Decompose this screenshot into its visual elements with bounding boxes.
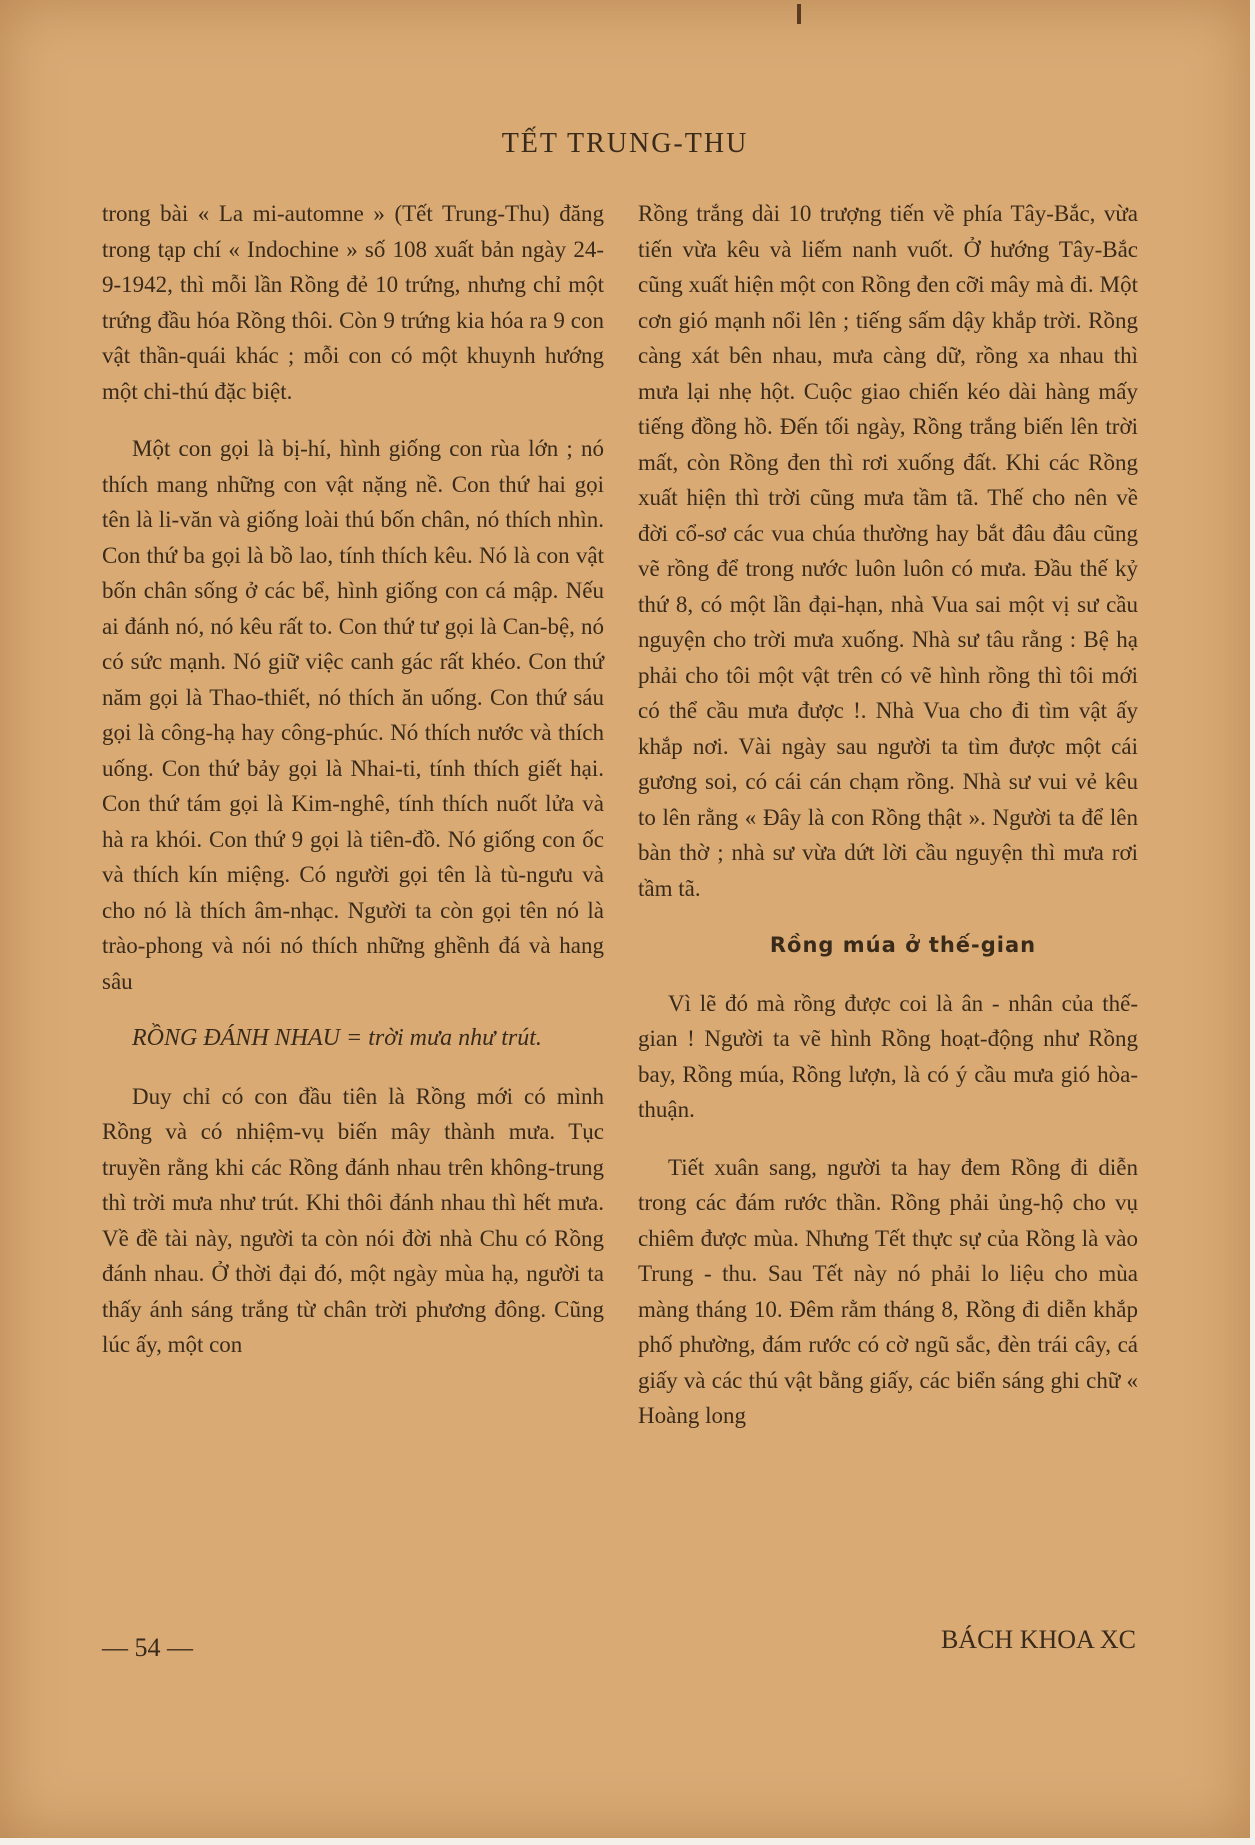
right-paragraph-3: Tiết xuân sang, người ta hay đem Rồng đi diễn trong các đám rước thần. Rồng phải ủng-hộ cho vụ chiêm được mùa. Nhưng Tết thực sự của Rồng là vào Trung - thu. Sau Tết này nó phải lo liệu cho mùa màng tháng 10. Đêm rằm tháng 8, Rồng đi diễn khắp phố phường, đám rước có cờ ngũ sắc, đèn trái cây, cá giấy và các thú vật bằng giấy, các biển sáng ghi chữ « Hoàng long: [638, 1154, 1138, 1428]
left-paragraph-1: trong bài « La mi-automne » (Tết Trung-Thu) đăng trong tạp chí « Indochine » số 108 xuất bản ngày 24-9-1942, thì mỗi lần Rồng đẻ 10 trứng, nhưng chỉ một trứng đầu hóa Rồng thôi. Còn 9 trứng kia hóa ra 9 con vật thần-quái khác ; mỗi con có một khuynh hướng một chi-thú đặc biệt.: [102, 201, 604, 404]
page-number: — 54 —: [102, 1633, 193, 1662]
left-paragraph-3: Duy chỉ có con đầu tiên là Rồng mới có mình Rồng và có nhiệm-vụ biến mây thành mưa. Tục truyền rằng khi các Rồng đánh nhau trên không-trung thì trời mưa như trút. Khi thôi đánh nhau thì hết mưa. Về đề tài này, người ta còn nói đời nhà Chu có Rồng đánh nhau. Ở thời đại đó, một ngày mùa hạ, người ta thấy ánh sáng trắng từ chân trời phương đông. Cũng lúc ấy, một con: [102, 1083, 604, 1357]
page-tick-mark: [797, 4, 801, 24]
running-header: TẾT TRUNG-THU: [501, 128, 749, 159]
left-paragraph-2: Một con gọi là bị-hí, hình giống con rùa lớn ; nó thích mang những con vật nặng nề. Con thứ hai gọi tên là li-văn và giống loài thú bốn chân, nó thích nhìn. Con thứ ba gọi là bồ lao, tính thích kêu. Nó là con vật bốn chân sống ở các bể, hình giống con cá mập. Nếu ai đánh nó, nó kêu rất to. Con thứ tư gọi là Can-bệ, nó có sức mạnh. Nó giữ việc canh gác rất khéo. Con thứ năm gọi là Thao-thiết, nó thích ăn uống. Con thứ sáu gọi là công-hạ hay công-phúc. Nó thích nước và thích uống. Con thứ bảy gọi là Nhai-ti, tính thích giết hại. Con thứ tám gọi là Kim-nghê, tính thích nuốt lửa và hà ra khói. Con thứ 9 gọi là tiên-đồ. Nó giống con ốc và thích kín miệng. Có người gọi tên là tù-ngưu và cho nó là thích âm-nhạc. Người ta còn gọi tên nó là trào-phong và nói nó thích những ghềnh đá và hang sâu: [102, 436, 604, 994]
left-subheading: RỒNG ĐÁNH NHAU = trời mưa như trút.: [132, 1025, 542, 1051]
right-paragraph-1: Rồng trắng dài 10 trượng tiến về phía Tây-Bắc, vừa tiến vừa kêu và liếm nanh vuốt. Ở hướng Tây-Bắc cũng xuất hiện một con Rồng đen cỡi mây mà đi. Một cơn gió mạnh nổi lên ; tiếng sấm dậy khắp trời. Rồng càng xát bên nhau, mưa càng dữ, rồng xa nhau thì mưa lại nhẹ hột. Cuộc giao chiến kéo dài hàng mấy tiếng đồng hồ. Đến tối ngày, Rồng trắng biến lên trời mất, còn Rồng đen thì rơi xuống đất. Khi các Rồng xuất hiện thì trời cũng mưa tầm tã. Thế cho nên về đời cổ-sơ các vua chúa thường hay bắt đâu đâu cũng vẽ rồng để trong nước luôn luôn có mưa. Đầu thế kỷ thứ 8, có một lần đại-hạn, nhà Vua sai một vị sư cầu nguyện cho trời mưa xuống. Nhà sư tâu rằng : Bệ hạ phải cho tôi một vật trên có vẽ hình rồng thì tôi mới có thể cầu mưa được !. Nhà Vua cho đi tìm vật ấy khắp nơi. Vài ngày sau người ta tìm được một cái gương soi, có cái cán chạm rồng. Nhà sư vui vẻ kêu to lên rằng « Đây là con Rồng thật ». Người ta để lên bàn thờ ; nhà sư vừa dứt lời cầu nguyện thì mưa rơi tầm tã.: [638, 201, 1138, 901]
right-column: [638, 196, 1138, 1434]
right-subheading: Rồng múa ở thế-gian: [769, 933, 1037, 957]
left-column: [102, 196, 604, 1363]
right-paragraph-2: Vì lẽ đó mà rồng được coi là ân - nhân của thế-gian ! Người ta vẽ hình Rồng hoạt-động như Rồng bay, Rồng múa, Rồng lượn, là có ý cầu mưa gió hòa-thuận.: [638, 990, 1138, 1122]
magazine-name: BÁCH KHOA XC: [940, 1625, 1136, 1654]
